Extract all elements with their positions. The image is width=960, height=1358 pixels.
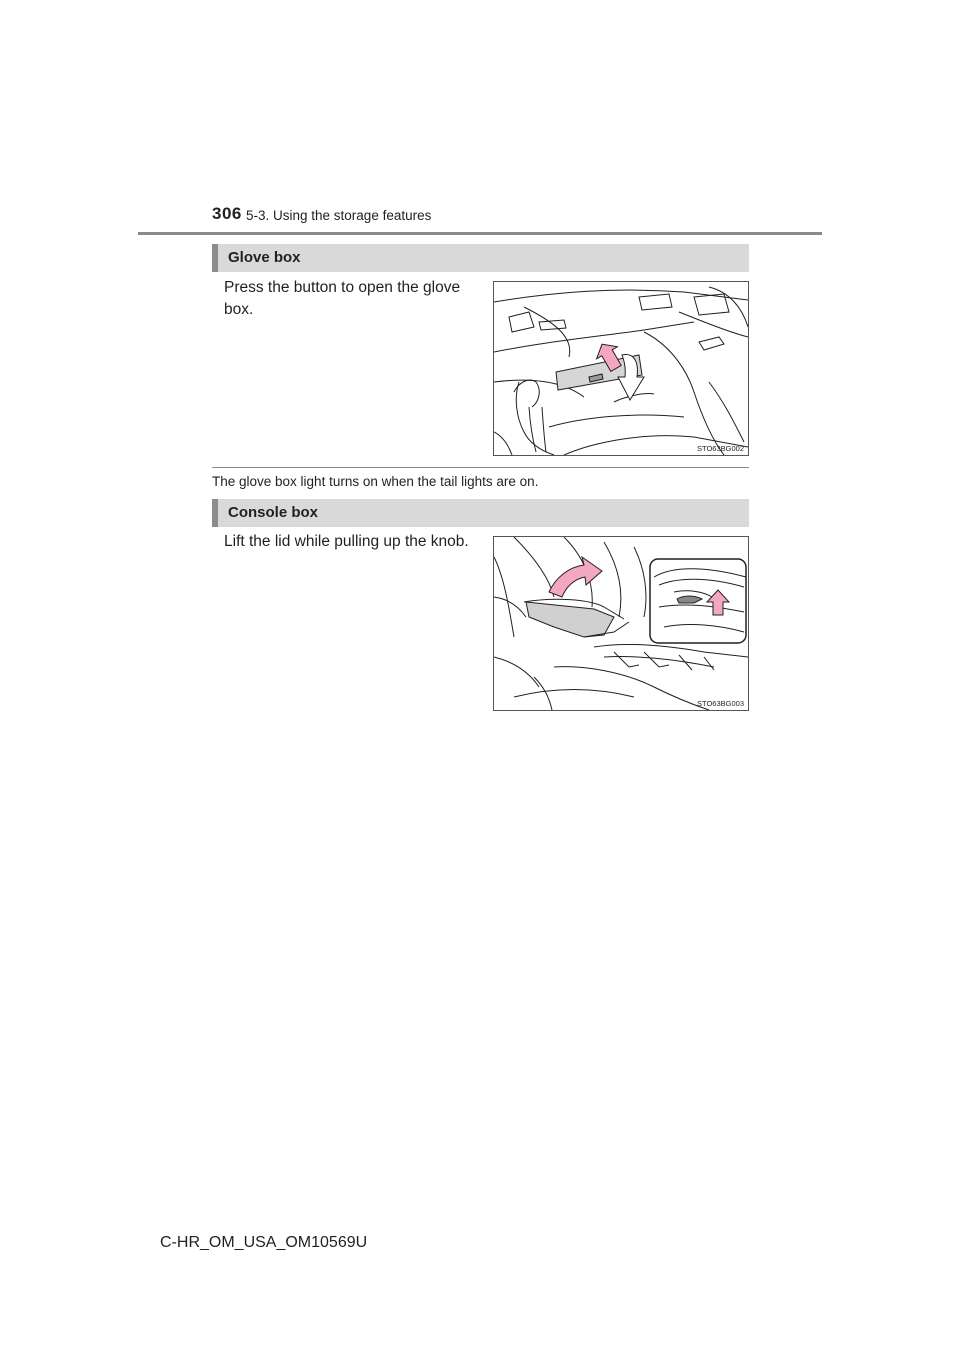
glove-box-heading xyxy=(212,244,749,272)
header-divider xyxy=(138,232,822,235)
console-box-figure-code: STO63BG003 xyxy=(697,699,744,708)
chapter-title: 5-3. Using the storage features xyxy=(246,208,432,223)
glove-box-figure-code: STO63BG002 xyxy=(697,444,744,453)
console-box-title: Console box xyxy=(228,504,319,521)
console-box-instruction: Lift the lid while pulling up the knob. xyxy=(224,533,469,550)
glove-box-illustration xyxy=(493,281,749,456)
note-divider xyxy=(212,467,749,468)
console-box-heading xyxy=(212,499,749,527)
document-id: C-HR_OM_USA_OM10569U xyxy=(160,1234,368,1251)
glove-box-title: Glove box xyxy=(228,249,301,266)
glove-box-instruction: Press the button to open the glove box. xyxy=(224,279,461,318)
page-number: 306 xyxy=(212,204,242,223)
console-box-illustration xyxy=(493,536,749,711)
glove-box-note: The glove box light turns on when the tail lights are on. xyxy=(212,474,539,489)
